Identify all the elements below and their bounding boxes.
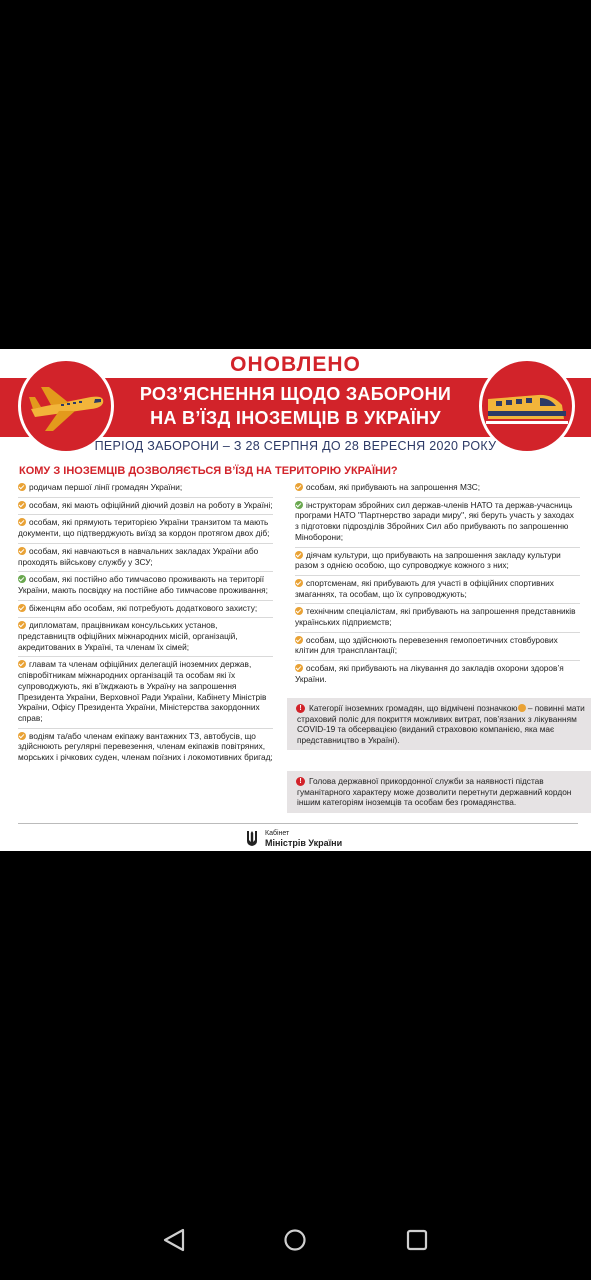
check-orange-icon (18, 483, 26, 491)
list-item: особам, які прямують територією України транзитом та мають документи, що підтверджують виїзд за кордон протягом двох діб; (18, 515, 273, 543)
list-item: особам, які постійно або тимчасово проживають на території України, мають посвідку на постійне або тимчасове проживання; (18, 572, 273, 600)
poster-title (110, 382, 481, 430)
back-button[interactable] (155, 1225, 195, 1255)
recents-square-icon (397, 1225, 437, 1255)
trident-icon (246, 830, 258, 847)
check-orange-icon (295, 483, 303, 491)
list-item: дипломатам, працівникам консульських установ, представництв офіційних міжнародних місій, організацій, акредитованих в Україні, та членам їх сімей; (18, 618, 273, 657)
check-orange-icon (18, 604, 26, 612)
section-question: КОМУ З ІНОЗЕМЦІВ ДОЗВОЛЯЄТЬСЯ В’ЇЗД НА ТЕРИТОРІЮ УКРАЇНИ? (19, 465, 398, 477)
list-item: водіям та/або членам екіпажу вантажних ТЗ, автобусів, що здійснюють регулярні перевезення, членам екіпажів повітряних, морських і річкових суден, членам поїзних і локомотивних бригад; (18, 730, 273, 763)
list-item: інструкторам збройних сил держав-членів НАТО та держав-учасниць програми НАТО "Партнерство заради миру", які беруть участь у заходах з підготовки підрозділів Збройних Сил або прибувають по запрошенню Міноборони; (295, 498, 580, 548)
poster-image[interactable] (0, 349, 591, 851)
border-service-note-text: Голова державної прикордонної служби за наявності підстав гуманітарного характеру може дозволити перетнути державний кордон іншим категоріям іноземців та особам без громадянства. (297, 776, 572, 807)
check-green-icon (295, 501, 303, 509)
list-item: особам, які навчаються в навчальних закладах України або проходять військову службу у ЗСУ; (18, 544, 273, 572)
check-orange-icon (18, 547, 26, 555)
check-orange-icon (295, 579, 303, 587)
border-service-note (287, 771, 591, 813)
exclamation-icon: ! (296, 704, 305, 713)
poster-title-line-2: НА В’ЇЗД ІНОЗЕМЦІВ В УКРАЇНУ (150, 408, 441, 428)
footer-org-line-2: Міністрів України (265, 838, 343, 848)
list-item: особам, що здійснюють перевезення гемопоетичних стовбурових клітин для трансплантації; (295, 633, 580, 661)
right-category-list (295, 480, 580, 689)
left-category-list (18, 480, 273, 767)
list-item: діячам культури, що прибувають на запрошення закладу культури разом з однією особою, що супроводжує кожного з них; (295, 548, 580, 576)
ban-period: ПЕРІОД ЗАБОРОНИ – З 28 СЕРПНЯ ДО 28 ВЕРЕСНЯ 2020 РОКУ (94, 439, 497, 453)
check-orange-icon (18, 732, 26, 740)
check-orange-icon (295, 551, 303, 559)
recents-button[interactable] (397, 1225, 437, 1255)
home-circle-icon (275, 1225, 315, 1255)
insurance-note (287, 698, 591, 750)
footer-divider (18, 823, 578, 824)
list-item: особам, які прибувають на лікування до закладів охорони здоров’я України. (295, 663, 564, 684)
check-orange-icon (518, 704, 526, 712)
home-button[interactable] (275, 1225, 315, 1255)
check-orange-icon (295, 636, 303, 644)
updated-heading: ОНОВЛЕНО (230, 353, 361, 376)
list-item: спортсменам, які прибувають для участі в офіційних спортивних змаганнях, та особам, що їх супроводжують; (295, 576, 580, 604)
list-item: біженцям або особам, які потребують додаткового захисту; (18, 601, 273, 619)
insurance-note-text-start: Категорії іноземних громадян, що відмічені позначкою (309, 703, 518, 713)
list-item: особам, які мають офіційний діючий дозвіл на роботу в Україні; (18, 498, 273, 516)
list-item: особам, які прибувають на запрошення МЗС; (295, 480, 580, 498)
insurance-note-text-end: – повинні мати страховий поліс для покриття можливих витрат, пов’язаних з лікуванням COVID-19 та обсервацією (виданий страховою компанією, яка має представництво в Україні). (297, 703, 585, 745)
poster-title-line-1: РОЗ’ЯСНЕННЯ ЩОДО ЗАБОРОНИ (139, 384, 452, 404)
check-orange-icon (18, 501, 26, 509)
list-item: родичам першої лінії громадян України; (18, 480, 273, 498)
exclamation-icon: ! (296, 777, 305, 786)
footer-org-line-1: Кабінет (265, 830, 290, 837)
list-item: технічним спеціалістам, які прибувають на запрошення представників українських підприємств; (295, 604, 580, 632)
back-triangle-icon (155, 1225, 195, 1255)
list-item: главам та членам офіційних делегацій іноземних держав, співробітникам міжнародних організацій та особам які їх супроводжують, які в’їжджають в Україну на запрошення Президента України, Верховної Ради України, Кабінету Міністрів України, Офісу Президента України, Міністерства закордонних справ; (18, 657, 273, 728)
